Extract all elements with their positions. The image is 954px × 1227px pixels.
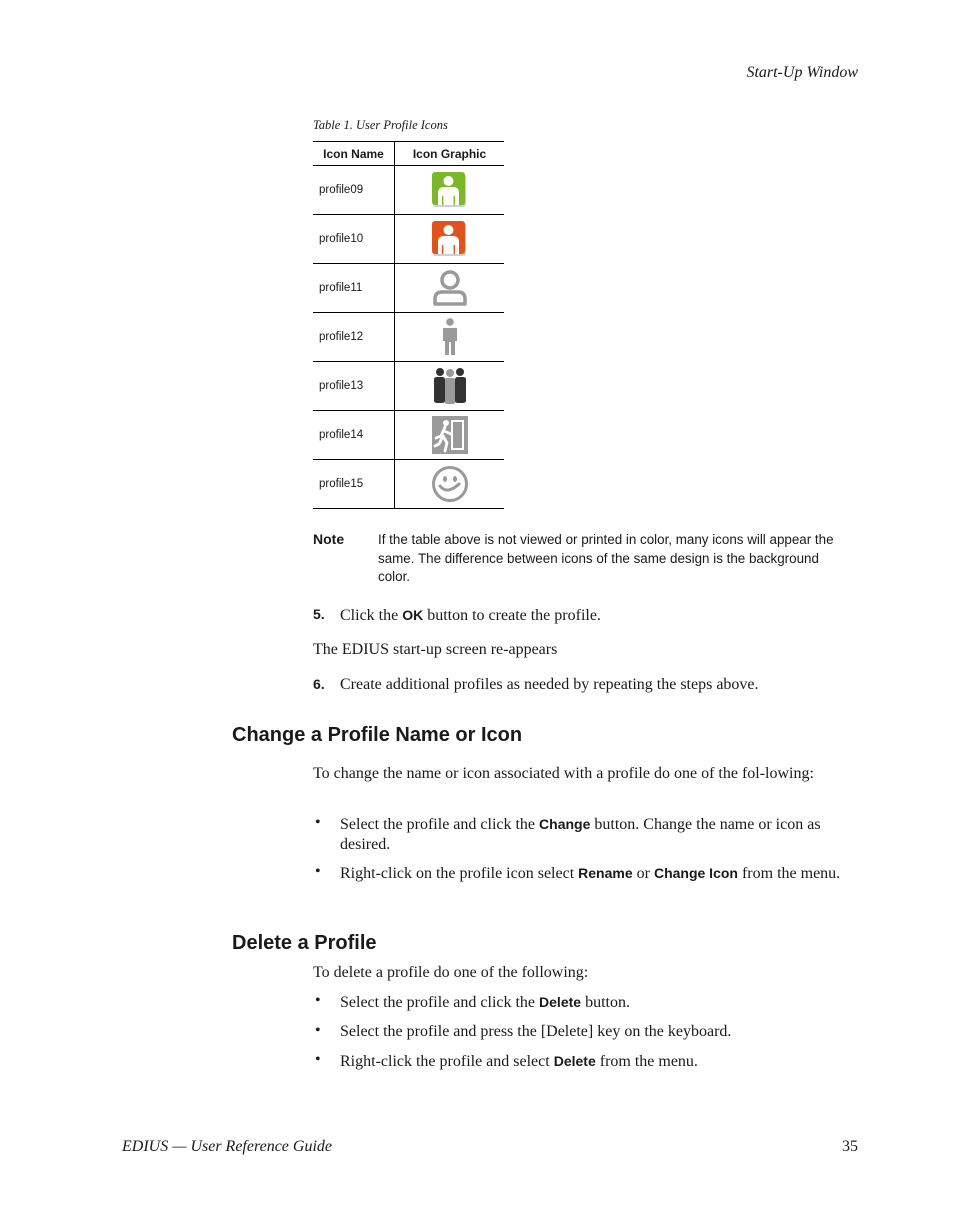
table-row <box>313 264 504 313</box>
change-icon-menu-ref: Change Icon <box>653 865 738 881</box>
table-row <box>313 411 504 460</box>
step-number: 5. <box>313 606 325 622</box>
item-text: Select the profile and click the <box>340 994 540 1011</box>
page-number: 35 <box>842 1138 858 1155</box>
standing-person-icon <box>440 318 460 356</box>
note-text: If the table above is not viewed or printed in color, many icons will appear the same. The difference between icons of the same design is the background color. <box>378 532 834 584</box>
delete-menu-ref: Delete <box>553 1053 596 1069</box>
item-text: from the menu. <box>737 865 841 882</box>
item-text: Right-click on the profile icon select <box>340 865 579 882</box>
item-text: or <box>632 865 654 882</box>
section-intro: To delete a profile do one of the following: <box>313 964 589 981</box>
step-number: 6. <box>313 676 325 692</box>
person-orange-icon <box>432 221 468 257</box>
table-row <box>313 166 504 215</box>
item-text: button. <box>581 994 630 1011</box>
section-heading-change-profile: Change a Profile Name or Icon <box>232 724 523 746</box>
table-row <box>313 313 504 362</box>
bullet: • <box>315 863 321 880</box>
footer-title: EDIUS — User Reference Guide <box>122 1138 333 1155</box>
table-row <box>313 215 504 264</box>
person-outline-icon <box>432 269 468 307</box>
icon-name-cell: profile11 <box>313 264 395 313</box>
running-head: Start-Up Window <box>746 64 858 81</box>
icon-name-cell: profile12 <box>313 313 395 362</box>
group-people-icon <box>434 367 466 405</box>
icon-name-cell: profile14 <box>313 411 395 460</box>
item-text: button. Change the name or icon as desired. <box>340 816 821 853</box>
smiley-icon <box>431 465 469 503</box>
table-row <box>313 362 504 411</box>
list-item: Select the profile and press the [Delete] key on the keyboard. <box>340 1023 732 1040</box>
note-label: Note <box>313 531 345 547</box>
item-text: Right-click the profile and select <box>340 1053 554 1070</box>
step-text: button to create the profile. <box>423 607 601 624</box>
item-text: from the menu. <box>595 1053 698 1070</box>
bullet: • <box>315 1051 321 1068</box>
section-intro: To change the name or icon associated with a profile do one of the fol-lowing: <box>313 765 814 782</box>
list-item <box>340 992 860 1013</box>
step-5 <box>340 605 860 626</box>
header-icon-name: Icon Name <box>313 142 395 166</box>
step-6: Create additional profiles as needed by repeating the steps above. <box>340 676 759 693</box>
icon-name-cell: profile15 <box>313 460 395 509</box>
header-icon-graphic: Icon Graphic <box>395 142 505 166</box>
bullet: • <box>315 992 321 1009</box>
person-green-icon <box>432 172 468 208</box>
step-text: Click the <box>340 607 403 624</box>
ok-button-ref: OK <box>402 607 424 623</box>
table-row <box>313 460 504 509</box>
icon-name-cell: profile09 <box>313 166 395 215</box>
exit-sign-icon <box>432 416 468 454</box>
table-header-row <box>313 142 504 166</box>
list-item <box>340 1051 860 1072</box>
icon-name-cell: profile10 <box>313 215 395 264</box>
profile-icons-table <box>313 141 504 509</box>
list-item <box>340 814 860 855</box>
icon-name-cell: profile13 <box>313 362 395 411</box>
section-heading-delete-profile: Delete a Profile <box>232 932 377 954</box>
rename-menu-ref: Rename <box>578 865 633 881</box>
table-caption: Table 1. User Profile Icons <box>313 118 448 132</box>
list-item <box>340 863 860 884</box>
step-result: The EDIUS start-up screen re-appears <box>313 641 558 658</box>
bullet: • <box>315 814 321 831</box>
item-text: Select the profile and click the <box>340 816 540 833</box>
change-button-ref: Change <box>539 816 591 832</box>
delete-button-ref: Delete <box>539 994 582 1010</box>
bullet: • <box>315 1022 321 1039</box>
